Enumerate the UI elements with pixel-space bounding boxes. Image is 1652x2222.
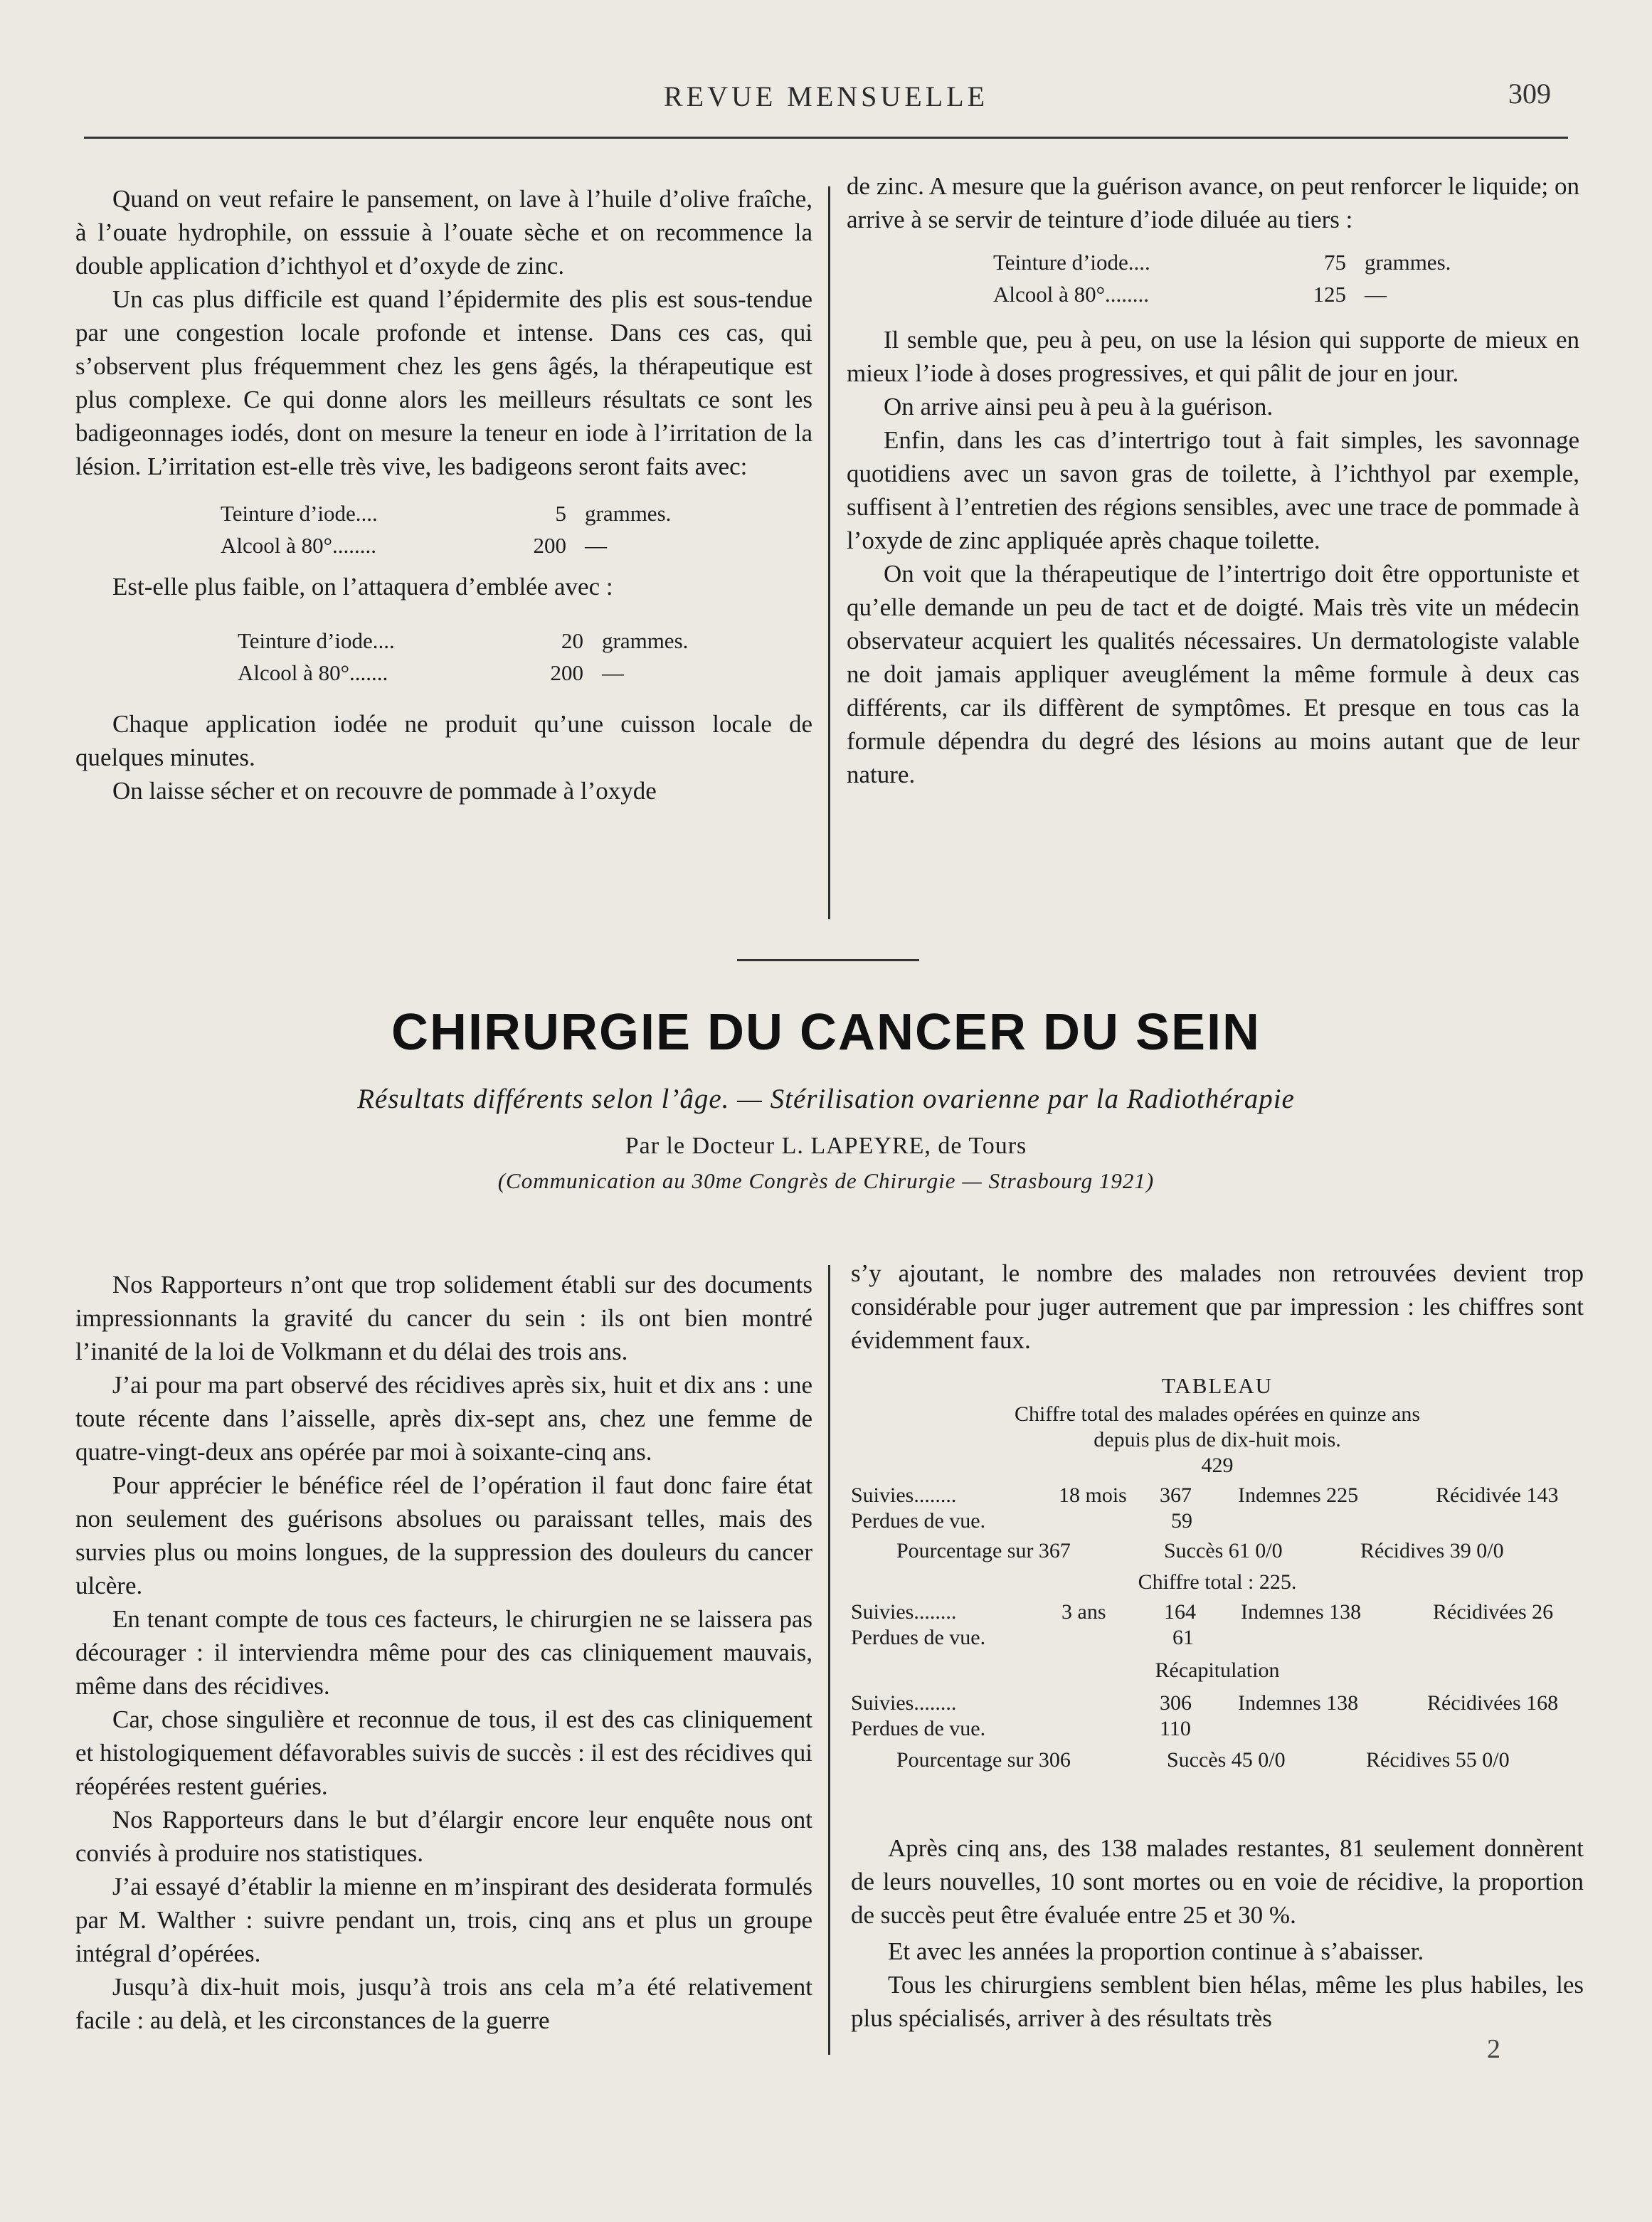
table-heading: TABLEAU — [1161, 1373, 1274, 1398]
paragraph: Pour apprécier le bénéfice réel de l’opération il faut donc faire état non seulement des guérisons absolues ou paraissant telles, mais des survies plus ou moins longues, de la suppression des douleurs du cancer ulcère. — [75, 1471, 812, 1599]
paragraph: de zinc. A mesure que la guérison avance, on peut renforcer le liquide; on arrive à se servir de teinture d’iode diluée au tiers : — [847, 172, 1579, 233]
table-cell: Perdues de vue. — [851, 1626, 986, 1649]
upper-left-column — [75, 182, 812, 808]
iodine-formula-weak — [238, 625, 812, 689]
formula-unit: — — [1365, 282, 1387, 307]
paragraph: Tous les chirurgiens semblent bien hélas, même les plus habiles, les plus spécialisés, arriver à des résultats très — [851, 1971, 1584, 2032]
paragraph: Car, chose singulière et reconnue de tous, il est des cas cliniquement et histologiquement défavorables suivis de succès : il est des récidives qui réopérées restent guéries. — [75, 1705, 812, 1800]
table-cell: Suivies........ — [851, 1691, 957, 1715]
table-cell: 59 — [1171, 1509, 1192, 1533]
table-cell: Récidives 39 0/0 — [1360, 1539, 1504, 1562]
table-subheading: Récapitulation — [1155, 1658, 1280, 1682]
table-cell: Perdues de vue. — [851, 1717, 986, 1740]
table-cell: 3 ans — [1061, 1600, 1106, 1624]
table-row — [851, 1747, 1584, 1773]
table-cell: 164 — [1164, 1600, 1196, 1624]
table-cell: Récidives 55 0/0 — [1366, 1748, 1510, 1772]
formula-unit: grammes. — [1365, 250, 1451, 275]
table-cell: Succès 45 0/0 — [1167, 1748, 1286, 1772]
paragraph: Quand on veut refaire le pansement, on lave à l’huile d’olive fraîche, à l’ouate hydrophile, on esssuie à l’ouate sèche et on recommence la double application d’ichthyol et d’oxyde de zinc. — [75, 185, 812, 280]
column-rule — [828, 186, 830, 919]
section-separator — [737, 959, 919, 961]
table-cell: 110 — [1160, 1717, 1191, 1740]
table-subheading: Chiffre total : 225. — [1138, 1570, 1297, 1594]
statistics-table — [851, 1373, 1584, 1773]
article-left-column — [75, 1268, 812, 2037]
article-title: CHIRURGIE DU CANCER DU SEIN — [391, 1004, 1261, 1061]
table-cell: Succès 61 0/0 — [1164, 1539, 1283, 1562]
paragraph: J’ai pour ma part observé des récidives après six, huit et dix ans : une toute récente dans l’aisselle, après dix-sept ans, chez une femme de quatre-vingt-deux ans opérée par moi à soixante-cinq ans. — [75, 1371, 812, 1466]
running-header: REVUE MENSUELLE — [663, 80, 989, 112]
table-row — [851, 1483, 1584, 1508]
table-row — [851, 1716, 1584, 1742]
formula-label: Teinture d’iode.... — [221, 501, 378, 526]
page-number: 309 — [1508, 78, 1551, 110]
upper-right-column — [847, 169, 1579, 791]
paragraph: On voit que la thérapeutique de l’intertrigo doit être opportuniste et qu’elle demande un peu de tact et de doigté. Mais très vite un médecin observateur acquiert les qualités nécessaires. Un dermatologiste valable ne doit jamais appliquer aveuglément la même formule à deux cas différents, car ils diffèrent de symptômes. Et presque en tous cas la formule dépendra du degré des lésions au moins autant que de leur nature. — [847, 560, 1579, 788]
paragraph: Après cinq ans, des 138 malades restantes, 81 seulement donnèrent de leurs nouvelles, 10 sont mortes ou en voie de récidive, la proportion de succès peut être évaluée entre 25 et 30 %. — [851, 1834, 1584, 1929]
paragraph: J’ai essayé d’établir la mienne en m’inspirant des desiderata formulés par M. Walther : suivre pendant un, trois, cinq ans et plus un groupe intégral d’opérées. — [75, 1873, 812, 1967]
paragraph: s’y ajoutant, le nombre des malades non retrouvées devient trop considérable pour juger autrement que par impression : les chiffres sont évidemment faux. — [851, 1259, 1584, 1354]
table-cell: Suivies........ — [851, 1483, 957, 1507]
table-cell: 367 — [1160, 1483, 1192, 1507]
formula-unit: grammes. — [585, 501, 672, 526]
table-row — [851, 1625, 1584, 1651]
formula-unit: — — [585, 533, 607, 558]
article-byline: Par le Docteur L. LAPEYRE, de Tours — [625, 1133, 1027, 1159]
table-row — [851, 1599, 1584, 1625]
article-right-column-end — [851, 1831, 1584, 2035]
table-row — [851, 1691, 1584, 1716]
formula-unit: — — [602, 660, 624, 685]
formula-quantity: 125 — [1313, 282, 1346, 307]
table-cell: Indemnes 138 — [1238, 1691, 1359, 1715]
article-right-column-intro — [851, 1257, 1584, 1357]
paragraph: Chaque application iodée ne produit qu’une cuisson locale de quelques minutes. — [75, 710, 812, 771]
formula-label: Alcool à 80°........ — [221, 533, 377, 558]
formula-quantity: 5 — [555, 501, 566, 526]
formula-unit: grammes. — [602, 628, 689, 653]
iodine-formula-diluted — [993, 246, 1579, 310]
formula-label: Teinture d’iode.... — [238, 628, 395, 653]
article-communication: (Communication au 30me Congrès de Chirurgie — Strasbourg 1921) — [497, 1168, 1155, 1193]
paragraph: Enfin, dans les cas d’intertrigo tout à fait simples, les savonnage quotidiens avec un savon gras de toilette, à l’ichthyol par exemple, suffisent à l’entretien des régions sensibles, avec une trace de pommade à l’oxyde de zinc appliquée après chaque toilette. — [847, 426, 1579, 554]
table-caption: Chiffre total des malades opérées en quinze ans — [1014, 1402, 1421, 1426]
paragraph: Un cas plus difficile est quand l’épidermite des plis est sous-tendue par une congestion locale profonde et intense. Dans ces cas, qui s’observent plus fréquemment chez les gens âgés, la thérapeutique est plus complexe. Ce qui donne alors les meilleurs résultats ce sont les badigeonnages iodés, dont on mesure la teneur en iode à l’irritation de la lésion. L’irritation est-elle très vive, les badigeons seront faits avec: — [75, 285, 812, 480]
paragraph: Est-elle plus faible, on l’attaquera d’emblée avec : — [112, 573, 613, 601]
article-subtitle: Résultats différents selon l’âge. — Stérilisation ovarienne par la Radiothérapie — [357, 1084, 1295, 1114]
paragraph: Il semble que, peu à peu, on use la lésion qui supporte de mieux en mieux l’iode à doses progressives, et qui pâlit de jour en jour. — [847, 326, 1579, 387]
formula-label: Teinture d’iode.... — [993, 250, 1150, 275]
paragraph: On arrive ainsi peu à peu à la guérison. — [884, 393, 1274, 420]
formula-quantity: 200 — [550, 660, 583, 685]
signature-mark: 2 — [1487, 2034, 1500, 2064]
paragraph: Et avec les années la proportion continue à s’abaisser. — [888, 1937, 1424, 1965]
paragraph: Jusqu’à dix-huit mois, jusqu’à trois ans cela m’a été relativement facile : au delà, et les circonstances de la guerre — [75, 1973, 812, 2034]
table-total: 429 — [1201, 1454, 1234, 1477]
table-cell: 306 — [1160, 1691, 1192, 1715]
iodine-formula-strong — [221, 497, 812, 561]
table-cell: Récidivée 143 — [1436, 1483, 1559, 1507]
header-rule — [84, 137, 1568, 139]
paragraph: On laisse sécher et on recouvre de pommade à l’oxyde — [112, 777, 657, 805]
table-cell: Indemnes 138 — [1241, 1600, 1362, 1624]
table-row — [851, 1508, 1584, 1534]
formula-quantity: 200 — [533, 533, 566, 558]
table-cell: Pourcentage sur 367 — [896, 1539, 1071, 1562]
formula-label: Alcool à 80°....... — [238, 660, 388, 685]
table-cell: Suivies........ — [851, 1600, 957, 1624]
paragraph: Nos Rapporteurs n’ont que trop solidement établi sur des documents impressionnants la gravité du cancer du sein : ils ont bien montré l’inanité de la loi de Volkmann et du délai des trois ans. — [75, 1271, 812, 1365]
table-cell: Pourcentage sur 306 — [896, 1748, 1071, 1772]
table-cell: 61 — [1172, 1626, 1194, 1649]
paragraph: En tenant compte de tous ces facteurs, le chirurgien ne se laissera pas décourager : il interviendra même pour des cas cliniquement mauvais, même dans des récidives. — [75, 1605, 812, 1700]
formula-label: Alcool à 80°........ — [993, 282, 1150, 307]
formula-quantity: 75 — [1324, 250, 1346, 275]
table-cell: Perdues de vue. — [851, 1509, 986, 1533]
column-rule — [828, 1265, 830, 2055]
table-cell: 18 mois — [1059, 1483, 1127, 1507]
table-caption: depuis plus de dix-huit mois. — [1094, 1428, 1341, 1451]
table-row — [851, 1538, 1584, 1564]
paragraph: Nos Rapporteurs dans le but d’élargir encore leur enquête nous ont conviés à produire nos statistiques. — [75, 1806, 812, 1867]
table-cell: Récidivées 26 — [1433, 1600, 1554, 1624]
table-cell: Indemnes 225 — [1238, 1483, 1359, 1507]
table-cell: Récidivées 168 — [1427, 1691, 1559, 1715]
formula-quantity: 20 — [561, 628, 583, 653]
